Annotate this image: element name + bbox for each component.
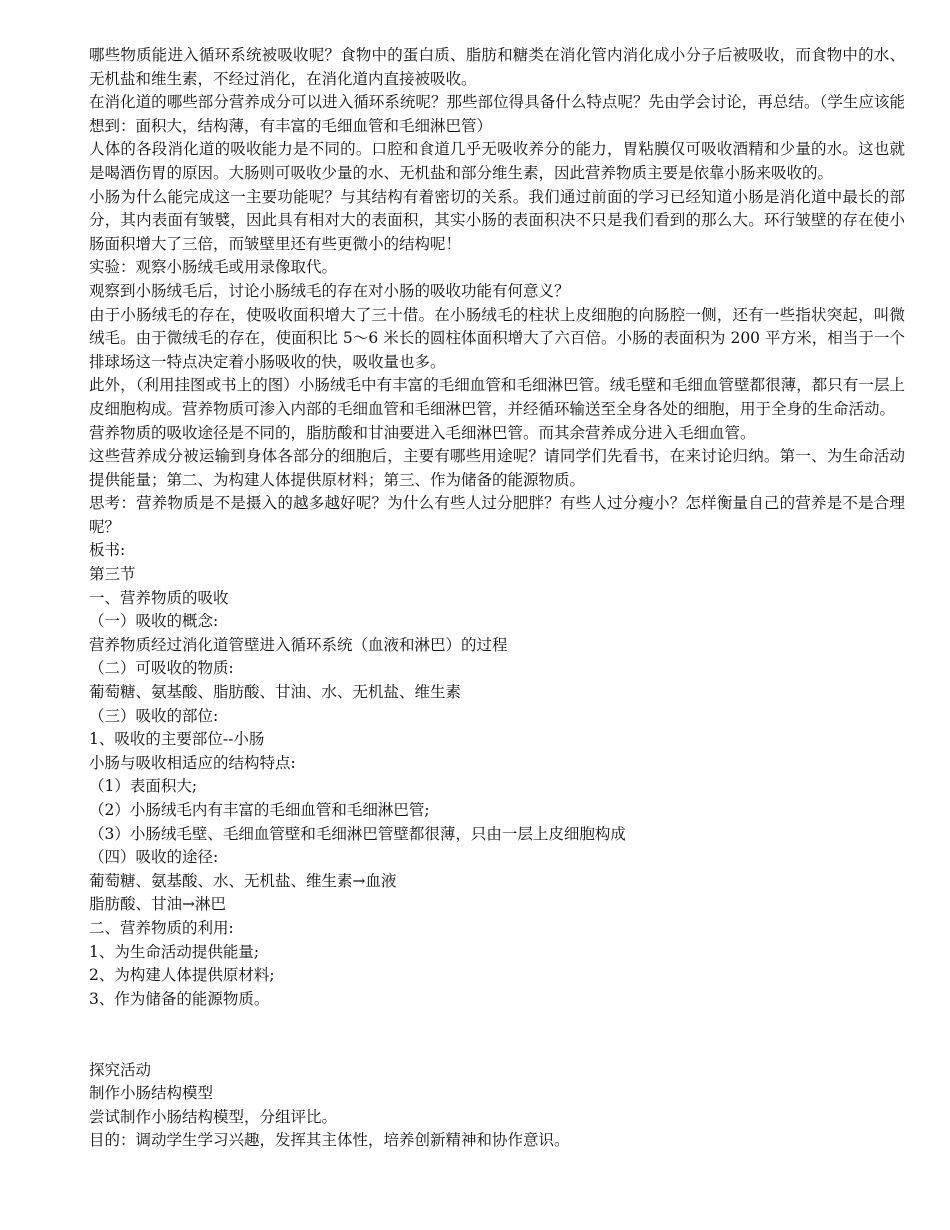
paragraph: 此外，（利用挂图或书上的图）小肠绒毛中有丰富的毛细血管和毛细淋巴管。绒毛壁和毛细血管壁都很薄，都只有一层上皮细胞构成。营养物质可渗入内部的毛细血管和毛细淋巴管，并经循环输送至全身各处的细胞，用于全身的生命活动。 [89, 376, 905, 418]
blank-line [89, 1011, 905, 1035]
outline-list-item: （3）小肠绒毛壁、毛细血管壁和毛细淋巴管壁都很薄，只由一层上皮细胞构成 [89, 824, 626, 843]
outline-line: 葡萄糖、氨基酸、水、无机盐、维生素→血液 [89, 871, 397, 890]
outline-subheading: （四）吸收的途径: [89, 848, 219, 867]
paragraph: 哪些物质能进入循环系统被吸收呢？食物中的蛋白质、脂肪和糖类在消化管内消化成小分子后被吸收，而食物中的水、无机盐和维生素，不经过消化，在消化道内直接被吸收。 [89, 46, 905, 88]
paragraph: 小肠为什么能完成这一主要功能呢？与其结构有着密切的关系。我们通过前面的学习已经知道小肠是消化道中最长的部分，其内表面有皱襞，因此具有相对大的表面积，其实小肠的表面积决不只是我们看到的那么大。环行皱壁的存在使小肠面积增大了三倍，而皱壁里还有些更微小的结构呢！ [89, 187, 905, 253]
outline-list-item: 3、作为储备的能源物质。 [89, 989, 270, 1008]
outline-heading: 二、营养物质的利用: [89, 918, 234, 937]
outline-line: 脂肪酸、甘油→淋巴 [89, 895, 226, 914]
paragraph: 在消化道的哪些部分营养成分可以进入循环系统呢？那些部位得具备什么特点呢？先由学会讨论，再总结。（学生应该能想到：面积大，结构薄，有丰富的毛细血管和毛细淋巴管） [89, 93, 905, 135]
outline-subheading: （三）吸收的部位: [89, 706, 219, 725]
paragraph: 实验：观察小肠绒毛或用录像取代。 [89, 258, 338, 277]
blackboard-heading: 板书: [89, 541, 126, 560]
outline-line: 小肠与吸收相适应的结构特点: [89, 753, 296, 772]
section-title: 第三节 [89, 565, 136, 584]
paragraph: 营养物质的吸收途径是不同的，脂肪酸和甘油要进入毛细淋巴管。而其余营养成分进入毛细血管。 [89, 423, 756, 442]
outline-heading: 一、营养物质的吸收 [89, 588, 229, 607]
outline-list-item: 1、为生命活动提供能量; [89, 942, 260, 961]
paragraph: 人体的各段消化道的吸收能力是不同的。口腔和食道几乎无吸收养分的能力，胃粘膜仅可吸收酒精和少量的水。这也就是喝酒伤胃的原因。大肠则可吸收少量的水、无机盐和部分维生素，因此营养物质主要是依靠小肠来吸收的。 [89, 140, 905, 182]
outline-list-item: （2）小肠绒毛内有丰富的毛细血管和毛细淋巴管; [89, 801, 430, 819]
activity-title: 制作小肠结构模型 [89, 1084, 214, 1103]
outline-list-item: （1）表面积大; [89, 777, 198, 796]
document-body [89, 44, 905, 1153]
paragraph: 由于小肠绒毛的存在，使吸收面积增大了三十借。在小肠绒毛的柱状上皮细胞的向肠腔一侧，还有一些指状突起，叫微绒毛。由于微绒毛的存在，使面积比 5～6 米长的圆柱体面积增大了六百倍。小肠的表面积为 200 平方米，相当于一个排球场这一特点决定着小肠吸收的快，吸收量也多。 [89, 305, 905, 371]
outline-subheading: （二）可吸收的物质: [89, 659, 234, 678]
outline-line: 1、吸收的主要部位--小肠 [89, 730, 265, 749]
activity-line: 尝试制作小肠结构模型，分组评比。 [89, 1107, 338, 1126]
activity-heading: 探究活动 [89, 1060, 152, 1079]
outline-list-item: 2、为构建人体提供原材料; [89, 966, 275, 985]
blank-line [89, 1035, 905, 1059]
paragraph: 思考：营养物质是不是摄入的越多越好呢？为什么有些人过分肥胖？有些人过分瘦小？怎样衡量自己的营养是不是合理呢？ [89, 494, 905, 536]
outline-line: 葡萄糖、氨基酸、脂肪酸、甘油、水、无机盐、维生素 [89, 683, 462, 702]
outline-line: 营养物质经过消化道管壁进入循环系统（血液和淋巴）的过程 [89, 635, 508, 654]
activity-line: 目的：调动学生学习兴趣，发挥其主体性，培养创新精神和协作意识。 [89, 1131, 570, 1150]
paragraph: 这些营养成分被运输到身体各部分的细胞后，主要有哪些用途呢？请同学们先看书，在来讨论归纳。第一、为生命活动提供能量；第二、为构建人体提供原材料；第三、作为储备的能源物质。 [89, 447, 905, 489]
paragraph: 观察到小肠绒毛后，讨论小肠绒毛的存在对小肠的吸收功能有何意义？ [89, 281, 570, 300]
outline-subheading: （一）吸收的概念: [89, 612, 219, 631]
